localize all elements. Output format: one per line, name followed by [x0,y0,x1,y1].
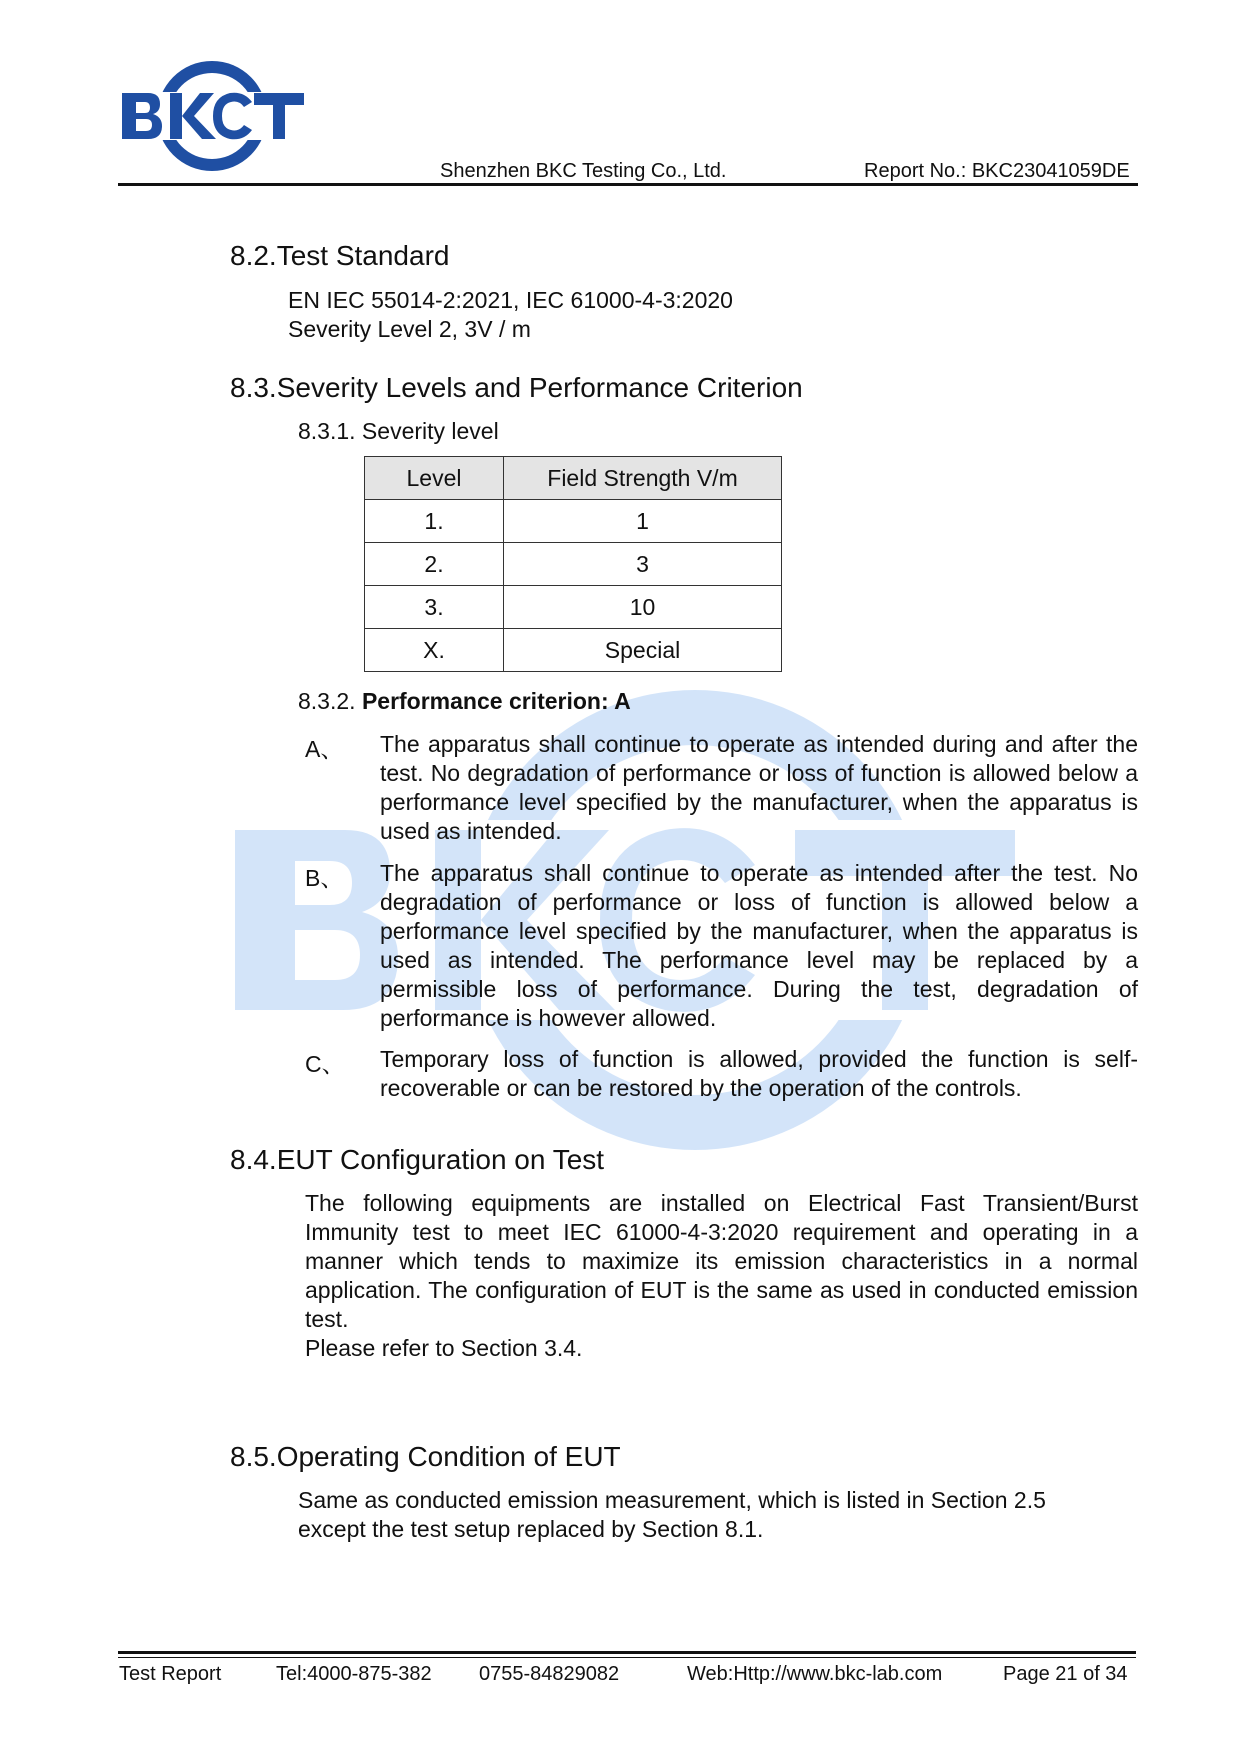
page-number: Page 21 of 34 [1003,1663,1128,1685]
footer-label: Test Report [119,1663,222,1685]
criterion-a-text: The apparatus shall continue to operate as intended during and after the test. No degradation of performance or loss of function is allowed below a performance level specified by the manufacturer, when the apparatus is used as intended. [380,731,1138,844]
eut-configuration-paragraph: The following equipments are installed on Electrical Fast Transient/Burst Immunity test to meet IEC 61000-4-3:2020 requirement and operating in a manner which tends to maximize its emission characteristics in a normal application. The configuration of EUT is the same as used in conducted emission test. [305,1190,1138,1332]
field-strength-cell: 10 [504,586,782,629]
company-name: Shenzhen BKC Testing Co., Ltd. [440,160,727,182]
footer-phone: 0755-84829082 [479,1663,620,1685]
footer-divider-thin [118,1657,1136,1658]
severity-level-line: Severity Level 2, 3V / m [288,316,531,342]
test-standard-line: EN IEC 55014-2:2021, IEC 61000-4-3:2020 [288,287,733,313]
footer-divider [118,1651,1136,1654]
field-strength-cell: 1 [504,500,782,543]
report-number: Report No.: BKC23041059DE [864,160,1130,182]
level-cell: X. [365,629,504,672]
table-row [365,500,782,543]
performance-criterion-label: Performance criterion: A [361,688,631,714]
footer-tel: Tel:4000-875-382 [276,1663,432,1685]
section-8-3-title: 8.3.Severity Levels and Performance Criterion [230,372,803,403]
header-divider [118,183,1138,186]
section-8-3-1-title: 8.3.1. Severity level [298,418,499,444]
table-row [365,586,782,629]
section-8-3-2-number: 8.3.2. [298,688,362,714]
section-8-2-title: 8.2.Test Standard [230,240,450,271]
table-row [365,543,782,586]
operating-condition-line-2: except the test setup replaced by Section 8.1. [298,1516,764,1542]
section-reference-text: Please refer to Section 3.4. [305,1335,583,1361]
criterion-c-marker: C、 [305,1051,345,1077]
criterion-c-text: Temporary loss of function is allowed, provided the function is self-recoverable or can be restored by the operation of the controls. [380,1046,1138,1101]
footer-web: Web:Http://www.bkc-lab.com [687,1663,943,1685]
column-header-field-strength: Field Strength V/m [504,457,782,500]
severity-level-table [364,456,782,672]
criterion-b-text: The apparatus shall continue to operate as intended after the test. No degradation of performance or loss of function is allowed below a performance level specified by the manufacturer, when the apparatus is used as intended. The performance level may be replaced by a permissible loss of performance. During the test, degradation of performance is however allowed. [380,860,1138,1031]
operating-condition-line-1: Same as conducted emission measurement, which is listed in Section 2.5 [298,1487,1046,1513]
table-row [365,629,782,672]
level-cell: 2. [365,543,504,586]
level-cell: 3. [365,586,504,629]
section-8-3-2-title [298,688,631,715]
criterion-b-marker: B、 [305,865,344,891]
criterion-a-marker: A、 [305,736,344,762]
section-8-5-title: 8.5.Operating Condition of EUT [230,1441,621,1472]
field-strength-cell: Special [504,629,782,672]
section-8-4-title: 8.4.EUT Configuration on Test [230,1144,605,1175]
column-header-level: Level [365,457,504,500]
level-cell: 1. [365,500,504,543]
table-header-row [365,457,782,500]
field-strength-cell: 3 [504,543,782,586]
